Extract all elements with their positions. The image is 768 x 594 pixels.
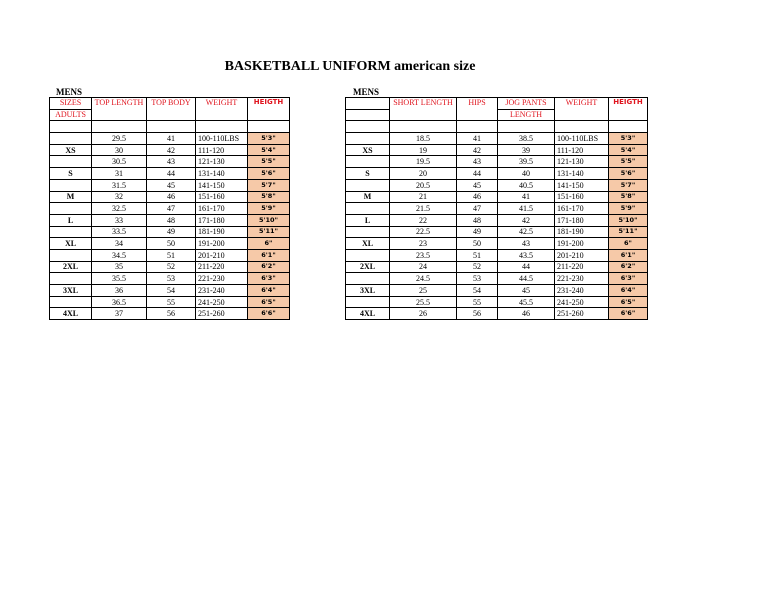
table-row bbox=[346, 214, 648, 226]
jog-pants-length-cell: 46 bbox=[498, 308, 555, 320]
table-row bbox=[346, 261, 648, 273]
top-body-cell: 53 bbox=[147, 273, 196, 285]
header-weight: WEIGHT bbox=[555, 98, 609, 121]
hips-cell: 55 bbox=[457, 296, 498, 308]
height-cell: 5'8" bbox=[248, 191, 290, 203]
size-cell: L bbox=[346, 214, 390, 226]
height-cell: 5'4" bbox=[248, 144, 290, 156]
hips-cell: 47 bbox=[457, 203, 498, 215]
height-cell: 6" bbox=[609, 238, 648, 250]
weight-cell: 100-110LBS bbox=[196, 133, 248, 145]
document-title: BASKETBALL UNIFORM american size bbox=[224, 59, 476, 74]
height-cell: 5'6" bbox=[609, 168, 648, 180]
height-cell: 6'5" bbox=[609, 296, 648, 308]
hips-cell: 53 bbox=[457, 273, 498, 285]
weight-cell: 191-200 bbox=[555, 238, 609, 250]
size-cell: M bbox=[50, 191, 92, 203]
header-sizes: SIZES bbox=[50, 98, 92, 110]
left-section-label: MENS bbox=[56, 87, 83, 97]
short-length-cell: 24.5 bbox=[390, 273, 457, 285]
short-length-cell: 25.5 bbox=[390, 296, 457, 308]
weight-cell: 161-170 bbox=[555, 203, 609, 215]
weight-cell: 181-190 bbox=[196, 226, 248, 238]
header-adults: ADULTS bbox=[50, 109, 92, 121]
table-row bbox=[50, 144, 290, 156]
top-length-cell: 31.5 bbox=[92, 179, 147, 191]
height-cell: 5'5" bbox=[248, 156, 290, 168]
weight-cell: 201-210 bbox=[555, 249, 609, 261]
weight-cell: 211-220 bbox=[555, 261, 609, 273]
jog-pants-length-cell: 40 bbox=[498, 168, 555, 180]
weight-cell: 221-230 bbox=[196, 273, 248, 285]
size-cell: L bbox=[50, 214, 92, 226]
height-cell: 5'3" bbox=[609, 133, 648, 145]
height-cell: 5'11" bbox=[609, 226, 648, 238]
top-length-cell: 34 bbox=[92, 238, 147, 250]
top-body-cell: 48 bbox=[147, 214, 196, 226]
hips-cell: 54 bbox=[457, 285, 498, 297]
hips-cell: 56 bbox=[457, 308, 498, 320]
table-row bbox=[50, 273, 290, 285]
size-cell: XS bbox=[346, 144, 390, 156]
height-cell: 5'4" bbox=[609, 144, 648, 156]
jog-pants-length-cell: 41.5 bbox=[498, 203, 555, 215]
jog-pants-length-cell: 41 bbox=[498, 191, 555, 203]
weight-cell: 211-220 bbox=[196, 261, 248, 273]
top-length-cell: 35 bbox=[92, 261, 147, 273]
height-cell: 6'6" bbox=[248, 308, 290, 320]
top-length-cell: 36.5 bbox=[92, 296, 147, 308]
height-cell: 6'3" bbox=[609, 273, 648, 285]
jog-pants-length-cell: 38.5 bbox=[498, 133, 555, 145]
size-cell bbox=[50, 226, 92, 238]
short-length-cell: 19 bbox=[390, 144, 457, 156]
height-cell: 6'1" bbox=[248, 249, 290, 261]
jog-pants-length-cell: 45.5 bbox=[498, 296, 555, 308]
top-body-cell: 44 bbox=[147, 168, 196, 180]
height-cell: 5'10" bbox=[609, 214, 648, 226]
weight-cell: 221-230 bbox=[555, 273, 609, 285]
jog-pants-length-cell: 39.5 bbox=[498, 156, 555, 168]
top-length-cell: 29.5 bbox=[92, 133, 147, 145]
table-row bbox=[50, 168, 290, 180]
size-cell: 3XL bbox=[50, 285, 92, 297]
header-top-body: TOP BODY bbox=[147, 98, 196, 121]
jog-pants-length-cell: 43 bbox=[498, 238, 555, 250]
table-row bbox=[346, 191, 648, 203]
hips-cell: 46 bbox=[457, 191, 498, 203]
size-cell bbox=[50, 249, 92, 261]
jog-pants-length-cell: 44.5 bbox=[498, 273, 555, 285]
jog-pants-length-cell: 39 bbox=[498, 144, 555, 156]
right-section-label: MENS bbox=[353, 87, 380, 97]
size-cell bbox=[50, 203, 92, 215]
top-length-cell: 33 bbox=[92, 214, 147, 226]
table-row bbox=[50, 296, 290, 308]
top-body-cell: 46 bbox=[147, 191, 196, 203]
spacer-row bbox=[50, 121, 290, 133]
table-row bbox=[50, 261, 290, 273]
hips-cell: 50 bbox=[457, 238, 498, 250]
short-length-cell: 25 bbox=[390, 285, 457, 297]
table-row bbox=[346, 168, 648, 180]
jog-pants-length-cell: 42.5 bbox=[498, 226, 555, 238]
height-cell: 6" bbox=[248, 238, 290, 250]
table-row bbox=[346, 273, 648, 285]
short-length-cell: 18.5 bbox=[390, 133, 457, 145]
top-length-cell: 35.5 bbox=[92, 273, 147, 285]
top-length-cell: 32 bbox=[92, 191, 147, 203]
weight-cell: 141-150 bbox=[555, 179, 609, 191]
weight-cell: 231-240 bbox=[555, 285, 609, 297]
weight-cell: 181-190 bbox=[555, 226, 609, 238]
weight-cell: 141-150 bbox=[196, 179, 248, 191]
header-height: HEIGTH bbox=[609, 98, 648, 121]
short-length-cell: 23.5 bbox=[390, 249, 457, 261]
weight-cell: 131-140 bbox=[555, 168, 609, 180]
size-cell: 4XL bbox=[346, 308, 390, 320]
weight-cell: 171-180 bbox=[555, 214, 609, 226]
bottoms-size-table bbox=[345, 97, 648, 320]
height-cell: 5'11" bbox=[248, 226, 290, 238]
size-cell: S bbox=[346, 168, 390, 180]
size-cell: XL bbox=[50, 238, 92, 250]
size-cell bbox=[50, 296, 92, 308]
size-cell bbox=[50, 156, 92, 168]
hips-cell: 51 bbox=[457, 249, 498, 261]
size-cell: S bbox=[50, 168, 92, 180]
size-cell bbox=[346, 226, 390, 238]
table-row bbox=[50, 308, 290, 320]
hips-cell: 48 bbox=[457, 214, 498, 226]
height-cell: 5'7" bbox=[248, 179, 290, 191]
height-cell: 5'3" bbox=[248, 133, 290, 145]
height-cell: 6'3" bbox=[248, 273, 290, 285]
height-cell: 6'1" bbox=[609, 249, 648, 261]
size-cell bbox=[346, 249, 390, 261]
header-hips: HIPS bbox=[457, 98, 498, 121]
hips-cell: 45 bbox=[457, 179, 498, 191]
size-cell: 3XL bbox=[346, 285, 390, 297]
jog-pants-length-cell: 44 bbox=[498, 261, 555, 273]
short-length-cell: 20 bbox=[390, 168, 457, 180]
top-body-cell: 49 bbox=[147, 226, 196, 238]
top-body-cell: 47 bbox=[147, 203, 196, 215]
weight-cell: 201-210 bbox=[196, 249, 248, 261]
table-row bbox=[50, 238, 290, 250]
header-short-length: SHORT LENGTH bbox=[390, 98, 457, 121]
weight-cell: 241-250 bbox=[555, 296, 609, 308]
size-cell bbox=[346, 179, 390, 191]
short-length-cell: 21 bbox=[390, 191, 457, 203]
spacer-row bbox=[346, 121, 648, 133]
header-weight: WEIGHT bbox=[196, 98, 248, 121]
header-jog-length: LENGTH bbox=[498, 109, 555, 121]
height-cell: 6'5" bbox=[248, 296, 290, 308]
size-cell bbox=[50, 179, 92, 191]
weight-cell: 151-160 bbox=[555, 191, 609, 203]
header-row bbox=[346, 98, 648, 110]
top-body-cell: 55 bbox=[147, 296, 196, 308]
height-cell: 5'6" bbox=[248, 168, 290, 180]
table-row bbox=[346, 179, 648, 191]
table-row bbox=[50, 156, 290, 168]
size-cell: 4XL bbox=[50, 308, 92, 320]
jog-pants-length-cell: 40.5 bbox=[498, 179, 555, 191]
jog-pants-length-cell: 43.5 bbox=[498, 249, 555, 261]
short-length-cell: 22 bbox=[390, 214, 457, 226]
size-cell bbox=[50, 273, 92, 285]
header-row bbox=[50, 98, 290, 110]
height-cell: 6'4" bbox=[609, 285, 648, 297]
top-length-cell: 32.5 bbox=[92, 203, 147, 215]
table-row bbox=[346, 296, 648, 308]
table-row bbox=[346, 285, 648, 297]
size-cell bbox=[346, 203, 390, 215]
weight-cell: 121-130 bbox=[196, 156, 248, 168]
short-length-cell: 24 bbox=[390, 261, 457, 273]
weight-cell: 151-160 bbox=[196, 191, 248, 203]
weight-cell: 251-260 bbox=[196, 308, 248, 320]
jog-pants-length-cell: 42 bbox=[498, 214, 555, 226]
weight-cell: 241-250 bbox=[196, 296, 248, 308]
header-jog-pants: JOG PANTS bbox=[498, 98, 555, 110]
table-row bbox=[346, 226, 648, 238]
size-cell: M bbox=[346, 191, 390, 203]
size-cell: XS bbox=[50, 144, 92, 156]
height-cell: 5'5" bbox=[609, 156, 648, 168]
table-row bbox=[50, 179, 290, 191]
hips-cell: 43 bbox=[457, 156, 498, 168]
height-cell: 5'9" bbox=[609, 203, 648, 215]
weight-cell: 191-200 bbox=[196, 238, 248, 250]
table-row bbox=[50, 191, 290, 203]
top-body-cell: 50 bbox=[147, 238, 196, 250]
height-cell: 5'7" bbox=[609, 179, 648, 191]
weight-cell: 161-170 bbox=[196, 203, 248, 215]
header-blank bbox=[346, 98, 390, 110]
table-row bbox=[50, 214, 290, 226]
size-cell: XL bbox=[346, 238, 390, 250]
short-length-cell: 19.5 bbox=[390, 156, 457, 168]
weight-cell: 231-240 bbox=[196, 285, 248, 297]
top-body-cell: 45 bbox=[147, 179, 196, 191]
table-row bbox=[346, 308, 648, 320]
top-body-cell: 51 bbox=[147, 249, 196, 261]
height-cell: 5'10" bbox=[248, 214, 290, 226]
top-body-cell: 42 bbox=[147, 144, 196, 156]
top-body-cell: 56 bbox=[147, 308, 196, 320]
short-length-cell: 21.5 bbox=[390, 203, 457, 215]
hips-cell: 52 bbox=[457, 261, 498, 273]
hips-cell: 49 bbox=[457, 226, 498, 238]
weight-cell: 111-120 bbox=[196, 144, 248, 156]
table-row bbox=[50, 203, 290, 215]
size-cell: 2XL bbox=[50, 261, 92, 273]
table-row bbox=[50, 226, 290, 238]
size-cell bbox=[346, 296, 390, 308]
hips-cell: 41 bbox=[457, 133, 498, 145]
height-cell: 6'6" bbox=[609, 308, 648, 320]
top-length-cell: 34.5 bbox=[92, 249, 147, 261]
jog-pants-length-cell: 45 bbox=[498, 285, 555, 297]
top-length-cell: 31 bbox=[92, 168, 147, 180]
size-cell: 2XL bbox=[346, 261, 390, 273]
size-cell bbox=[50, 133, 92, 145]
weight-cell: 171-180 bbox=[196, 214, 248, 226]
table-row bbox=[346, 133, 648, 145]
hips-cell: 44 bbox=[457, 168, 498, 180]
weight-cell: 121-130 bbox=[555, 156, 609, 168]
top-length-cell: 33.5 bbox=[92, 226, 147, 238]
table-row bbox=[346, 203, 648, 215]
table-row bbox=[50, 249, 290, 261]
top-body-cell: 41 bbox=[147, 133, 196, 145]
header-height: HEIGTH bbox=[248, 98, 290, 121]
short-length-cell: 20.5 bbox=[390, 179, 457, 191]
size-cell bbox=[346, 273, 390, 285]
size-cell bbox=[346, 156, 390, 168]
table-row bbox=[50, 285, 290, 297]
tops-size-table bbox=[49, 97, 290, 320]
weight-cell: 100-110LBS bbox=[555, 133, 609, 145]
top-length-cell: 37 bbox=[92, 308, 147, 320]
hips-cell: 42 bbox=[457, 144, 498, 156]
height-cell: 6'2" bbox=[609, 261, 648, 273]
height-cell: 5'8" bbox=[609, 191, 648, 203]
size-cell bbox=[346, 133, 390, 145]
weight-cell: 251-260 bbox=[555, 308, 609, 320]
height-cell: 6'2" bbox=[248, 261, 290, 273]
top-length-cell: 30 bbox=[92, 144, 147, 156]
table-row bbox=[346, 144, 648, 156]
weight-cell: 131-140 bbox=[196, 168, 248, 180]
top-length-cell: 36 bbox=[92, 285, 147, 297]
short-length-cell: 26 bbox=[390, 308, 457, 320]
top-length-cell: 30.5 bbox=[92, 156, 147, 168]
height-cell: 6'4" bbox=[248, 285, 290, 297]
table-row bbox=[346, 238, 648, 250]
top-body-cell: 43 bbox=[147, 156, 196, 168]
table-row bbox=[346, 156, 648, 168]
table-row bbox=[346, 249, 648, 261]
weight-cell: 111-120 bbox=[555, 144, 609, 156]
height-cell: 5'9" bbox=[248, 203, 290, 215]
table-row bbox=[50, 133, 290, 145]
top-body-cell: 52 bbox=[147, 261, 196, 273]
top-body-cell: 54 bbox=[147, 285, 196, 297]
header-top-length: TOP LENGTH bbox=[92, 98, 147, 121]
short-length-cell: 23 bbox=[390, 238, 457, 250]
short-length-cell: 22.5 bbox=[390, 226, 457, 238]
